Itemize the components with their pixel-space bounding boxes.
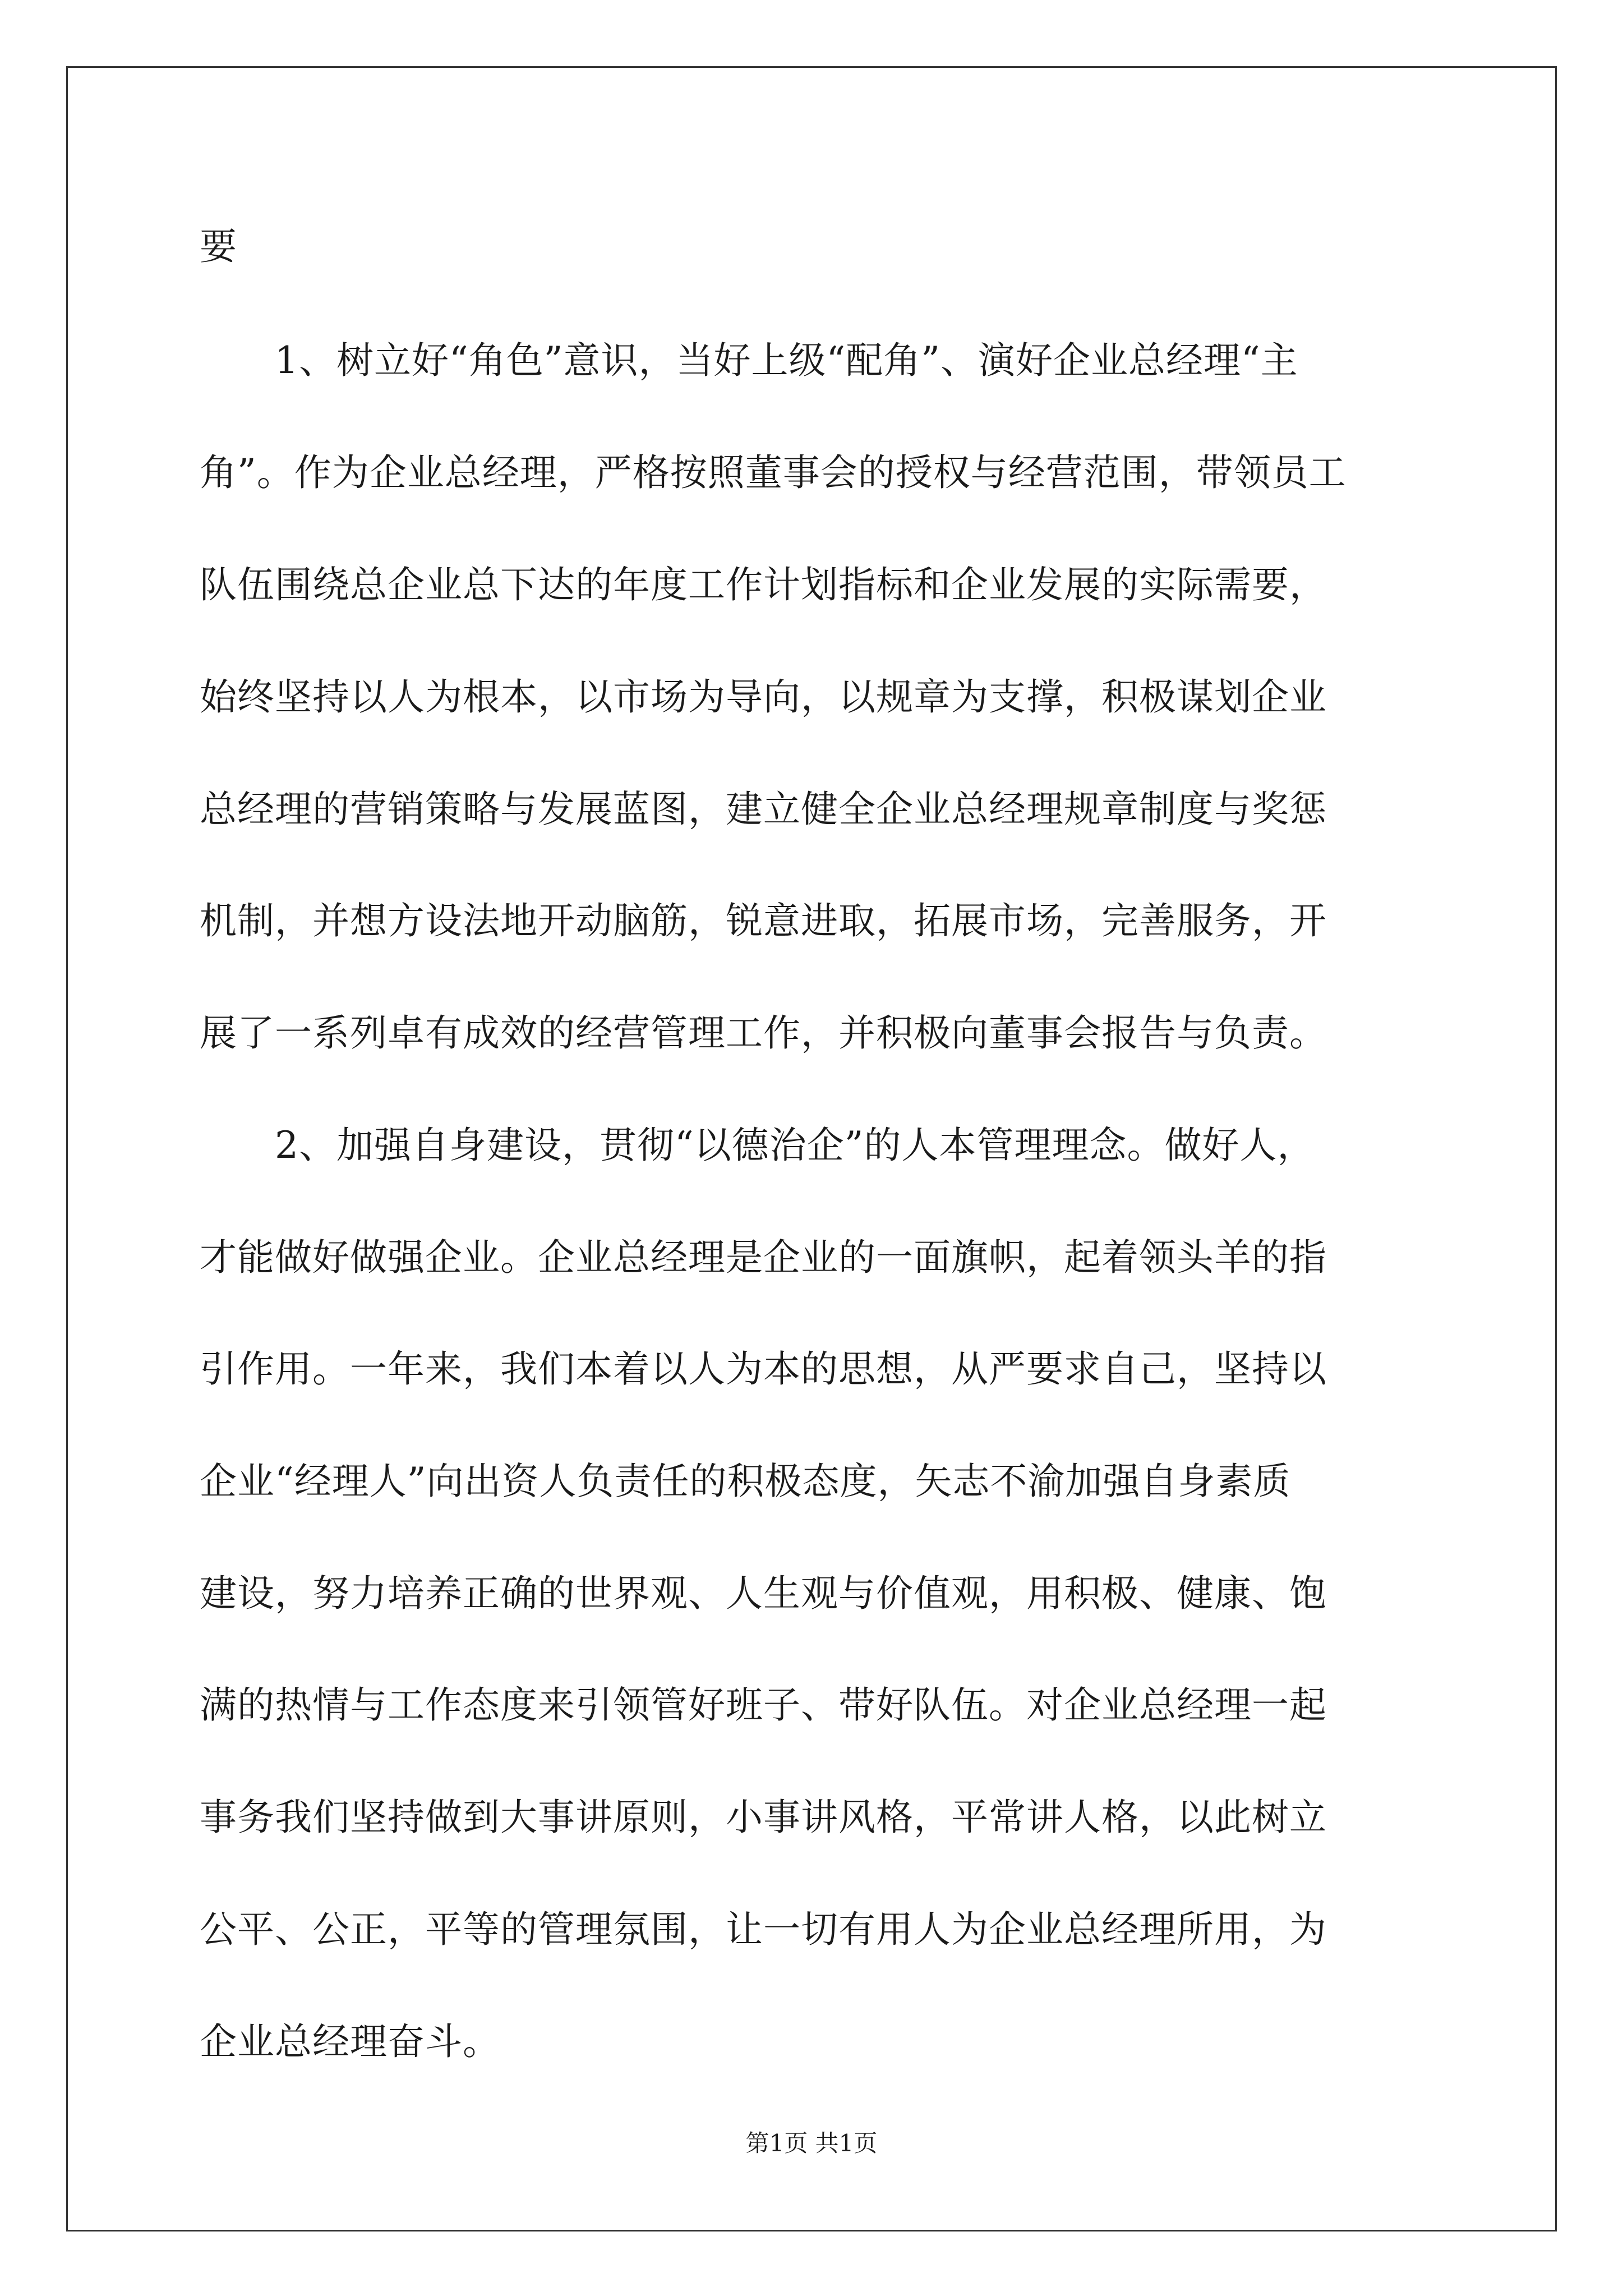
text-line: 2、加强自身建设，贯彻“以德治企”的人本管理理念。做好人， bbox=[275, 1124, 1315, 1167]
text-line: 公平、公正，平等的管理氛围，让一切有用人为企业总经理所用，为 bbox=[200, 1908, 1327, 1951]
text-line: 企业总经理奋斗。 bbox=[200, 2020, 500, 2063]
text-line: 企业“经理人”向出资人负责任的积极态度，矢志不渝加强自身素质 bbox=[200, 1460, 1291, 1503]
text-line: 队伍围绕总企业总下达的年度工作计划指标和企业发展的实际需要， bbox=[200, 563, 1327, 606]
text-line: 事务我们坚持做到大事讲原则，小事讲风格，平常讲人格，以此树立 bbox=[200, 1796, 1327, 1839]
text-line: 引作用。一年来，我们本着以人为本的思想，从严要求自己，坚持以 bbox=[200, 1347, 1327, 1391]
text-line: 角”。作为企业总经理，严格按照董事会的授权与经营范围，带领员工 bbox=[200, 451, 1347, 494]
text-line: 才能做好做强企业。企业总经理是企业的一面旗帜，起着领头羊的指 bbox=[200, 1236, 1327, 1279]
text-line: 总经理的营销策略与发展蓝图，建立健全企业总经理规章制度与奖惩 bbox=[200, 788, 1327, 831]
text-line: 满的热情与工作态度来引领管好班子、带好队伍。对企业总经理一起 bbox=[200, 1683, 1327, 1727]
text-line: 1、树立好“角色”意识，当好上级“配角”、演好企业总经理“主 bbox=[275, 339, 1298, 382]
text-line: 机制，并想方设法地开动脑筋，锐意进取，拓展市场，完善服务，开 bbox=[200, 899, 1327, 942]
text-line: 建设，努力培养正确的世界观、人生观与价值观，用积极、健康、饱 bbox=[200, 1572, 1327, 1615]
text-line: 要 bbox=[200, 225, 237, 268]
page-footer: 第1页 共1页 bbox=[745, 2129, 878, 2157]
text-line: 始终坚持以人为根本，以市场为导向，以规章为支撑，积极谋划企业 bbox=[200, 675, 1327, 719]
text-line: 展了一系列卓有成效的经营管理工作，并积极向董事会报告与负责。 bbox=[200, 1011, 1327, 1055]
